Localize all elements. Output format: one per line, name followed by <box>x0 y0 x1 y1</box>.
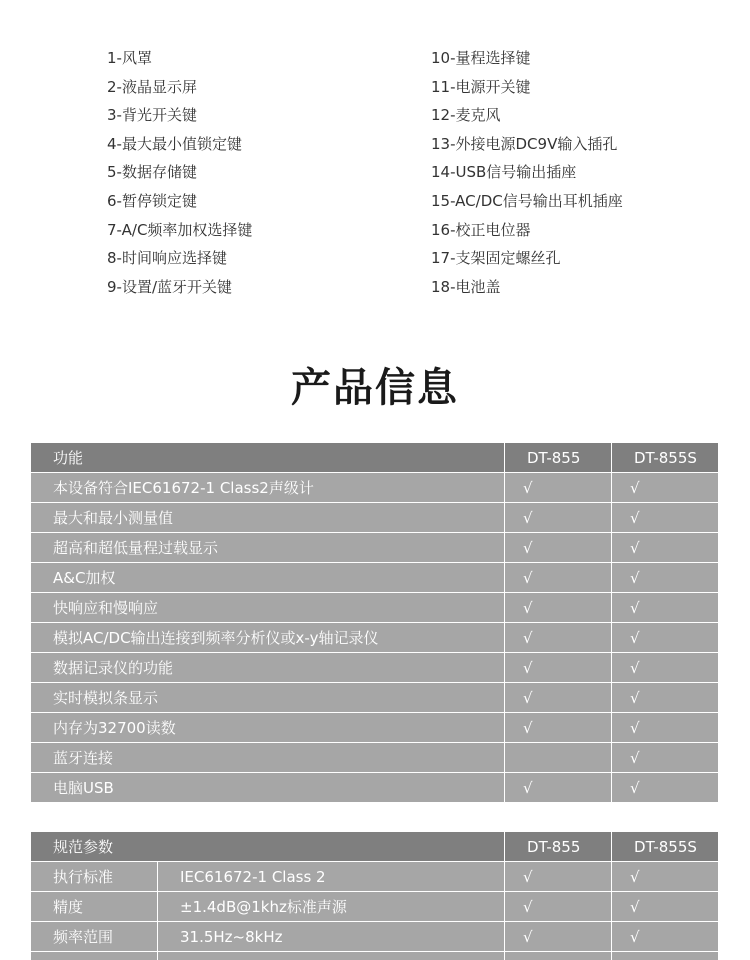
parts-list <box>0 44 750 300</box>
param-name-cell: 频率范围 <box>31 922 158 952</box>
table-header-row <box>31 443 719 473</box>
part-item: 11-电源开关键 <box>431 77 531 96</box>
param-value-cell: IEC61672-1 Class 2 <box>158 862 505 892</box>
part-item: 13-外接电源DC9V输入插孔 <box>431 134 618 153</box>
check-mark: √ <box>505 563 612 593</box>
check-mark: √ <box>505 473 612 503</box>
parts-list-left <box>107 44 252 301</box>
table-row <box>31 503 719 533</box>
part-item: 16-校正电位器 <box>431 220 531 239</box>
check-mark: √ <box>505 892 612 922</box>
check-mark: √ <box>505 593 612 623</box>
part-item: 12-麦克风 <box>431 106 501 125</box>
check-mark: √ <box>612 653 719 683</box>
table-row <box>31 952 719 960</box>
feature-cell: 快响应和慢响应 <box>31 593 505 623</box>
parts-list-right <box>431 44 623 301</box>
table-row <box>31 473 719 503</box>
feature-cell: 电脑USB <box>31 773 505 803</box>
part-item: 8-时间响应选择键 <box>107 249 227 268</box>
feature-cell: A&C加权 <box>31 563 505 593</box>
check-mark <box>505 952 612 960</box>
check-mark: √ <box>505 922 612 952</box>
feature-cell: 实时模拟条显示 <box>31 683 505 713</box>
check-mark <box>612 952 719 960</box>
table-header-row <box>31 832 719 862</box>
table-row <box>31 653 719 683</box>
param-name-cell <box>31 952 158 960</box>
header-cell: DT-855 <box>505 443 612 473</box>
table-row <box>31 683 719 713</box>
param-name-cell: 精度 <box>31 892 158 922</box>
table-row <box>31 743 719 773</box>
feature-cell: 蓝牙连接 <box>31 743 505 773</box>
table-row <box>31 773 719 803</box>
table-row <box>31 713 719 743</box>
table-row <box>31 533 719 563</box>
check-mark: √ <box>505 713 612 743</box>
check-mark: √ <box>612 563 719 593</box>
feature-cell: 本设备符合IEC61672-1 Class2声级计 <box>31 473 505 503</box>
header-cell: DT-855 <box>505 832 612 862</box>
check-mark: √ <box>612 892 719 922</box>
check-mark: √ <box>612 683 719 713</box>
specs-table <box>30 831 719 960</box>
table-row <box>31 623 719 653</box>
param-name-cell: 执行标准 <box>31 862 158 892</box>
check-mark: √ <box>505 623 612 653</box>
check-mark: √ <box>505 503 612 533</box>
check-mark: √ <box>505 533 612 563</box>
part-item: 4-最大最小值锁定键 <box>107 134 242 153</box>
check-mark: √ <box>612 773 719 803</box>
check-mark: √ <box>612 503 719 533</box>
check-mark: √ <box>612 533 719 563</box>
table-row <box>31 563 719 593</box>
feature-cell: 模拟AC/DC输出连接到频率分析仪或x-y轴记录仪 <box>31 623 505 653</box>
check-mark: √ <box>612 593 719 623</box>
features-table <box>30 442 719 803</box>
check-mark: √ <box>505 862 612 892</box>
part-item: 18-电池盖 <box>431 277 501 296</box>
feature-cell: 数据记录仪的功能 <box>31 653 505 683</box>
feature-cell: 超高和超低量程过载显示 <box>31 533 505 563</box>
part-item: 17-支架固定螺丝孔 <box>431 249 561 268</box>
check-mark: √ <box>612 473 719 503</box>
table-row <box>31 593 719 623</box>
part-item: 6-暂停锁定键 <box>107 191 197 210</box>
param-value-cell: ±1.4dB@1khz标准声源 <box>158 892 505 922</box>
table-row <box>31 922 719 952</box>
table-row <box>31 892 719 922</box>
check-mark: √ <box>505 683 612 713</box>
param-value-cell: 31.5Hz~8kHz <box>158 922 505 952</box>
part-item: 5-数据存储键 <box>107 163 197 182</box>
part-item: 9-设置/蓝牙开关键 <box>107 277 233 296</box>
param-value-cell <box>158 952 505 960</box>
part-item: 15-AC/DC信号输出耳机插座 <box>431 191 623 210</box>
check-mark: √ <box>612 623 719 653</box>
header-cell: 功能 <box>31 443 505 473</box>
part-item: 10-量程选择键 <box>431 49 531 67</box>
check-mark <box>505 743 612 773</box>
part-item: 7-A/C频率加权选择键 <box>107 220 253 239</box>
section-title: 产品信息 <box>291 365 459 411</box>
part-item: 1-风罩 <box>107 49 152 67</box>
header-cell: DT-855S <box>612 443 719 473</box>
part-item: 2-液晶显示屏 <box>107 77 197 96</box>
check-mark: √ <box>505 773 612 803</box>
check-mark: √ <box>612 743 719 773</box>
part-item: 14-USB信号输出插座 <box>431 163 577 182</box>
part-item: 3-背光开关键 <box>107 106 197 125</box>
check-mark: √ <box>505 653 612 683</box>
feature-cell: 内存为32700读数 <box>31 713 505 743</box>
header-cell: 规范参数 <box>31 832 505 862</box>
header-cell: DT-855S <box>612 832 719 862</box>
check-mark: √ <box>612 922 719 952</box>
table-row <box>31 862 719 892</box>
check-mark: √ <box>612 713 719 743</box>
feature-cell: 最大和最小测量值 <box>31 503 505 533</box>
check-mark: √ <box>612 862 719 892</box>
